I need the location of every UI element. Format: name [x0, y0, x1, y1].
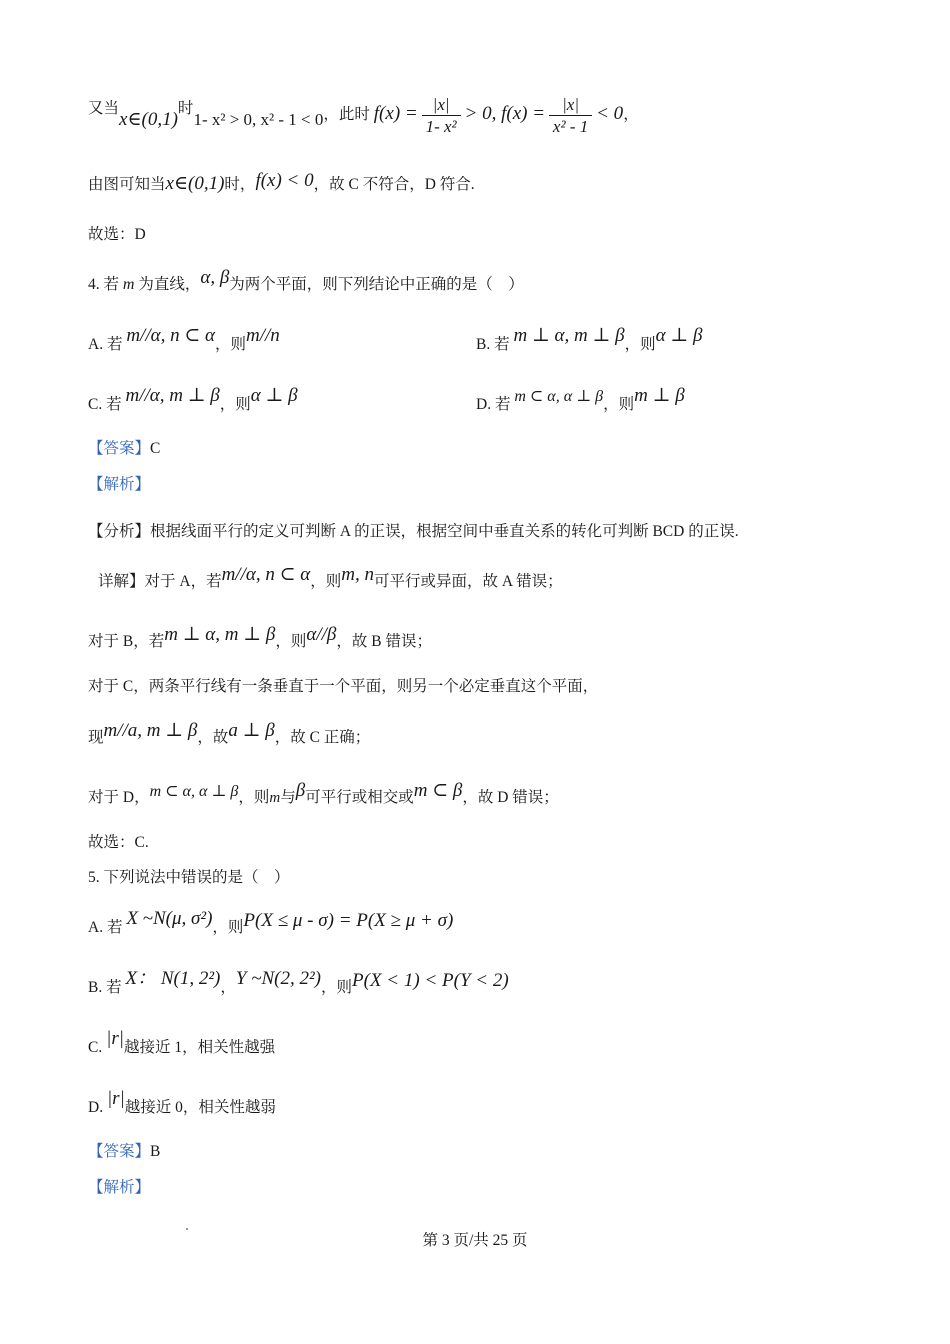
math: m//α, n ⊂ α: [221, 564, 311, 585]
math: Y ~N(2, 2²): [235, 968, 321, 989]
math: m, n: [341, 564, 374, 585]
fraction-2: $\frac{|x|}{\text{x² - 1}}$: [549, 96, 592, 135]
answer-5: 【答案】B: [88, 1143, 161, 1160]
detail-4b: 对于 B，若m ⊥ α, m ⊥ β，则α//β，故 B 错误；: [88, 624, 432, 650]
math: m ⊂ α, α ⊥ β: [149, 783, 239, 800]
math: m//α, m ⊥ β: [125, 385, 220, 406]
analysis-4: 【分析】根据线面平行的定义可判断 A 的正误，根据空间中垂直关系的转化可判断 BCD 的正误.: [88, 523, 739, 540]
option-4a: A. 若 m//α, n ⊂ α，则m//n: [88, 325, 280, 353]
math: f(x) =: [373, 103, 418, 125]
math: α//β: [306, 624, 337, 645]
text-line-3: 故选：D: [88, 226, 146, 243]
text-line-1: [88, 96, 639, 135]
math: a ⊥ β: [228, 720, 275, 741]
option-5d: D. |r|越接近 0，相关性越弱: [88, 1088, 276, 1116]
math: m ⊥ β: [634, 385, 685, 406]
math: m ⊥ α, m ⊥ β: [513, 325, 625, 346]
math: X： N(1, 2²): [125, 968, 221, 989]
math: P(X < 1) < P(Y < 2): [352, 970, 509, 991]
math: m//n: [246, 325, 280, 346]
option-4d: D. 若 m ⊂ α, α ⊥ β，则m ⊥ β: [476, 385, 685, 413]
math: f(x) < 0: [255, 170, 314, 191]
math: α ⊥ β: [250, 385, 298, 406]
math: |r|: [106, 1088, 125, 1109]
option-5b: B. 若 X： N(1, 2²)，Y ~N(2, 2²)，则P(X < 1) < P(Y < 2): [88, 968, 509, 996]
text: ，故 C 不符合，D 符合.: [313, 176, 475, 193]
text: ，此时: [323, 106, 370, 124]
math: > 0, f(x) =: [464, 103, 546, 125]
fraction-1: $\frac{|x|}{\text{1- x²}}$: [422, 96, 461, 135]
math: m ⊂ α, α ⊥ β: [514, 388, 604, 405]
text: 时: [177, 100, 194, 118]
math: m//a, m ⊥ β: [103, 720, 198, 741]
question-5: 5. 下列说法中错误的是（ ）: [88, 869, 290, 886]
math: x∈(0,1): [119, 109, 178, 131]
math: α, β: [200, 267, 230, 288]
text: 又当: [88, 100, 120, 118]
answer-4: 【答案】C: [88, 440, 161, 457]
math: X ~N(μ, σ²): [126, 908, 213, 929]
math: m ⊥ α, m ⊥ β: [164, 624, 276, 645]
math: 1- x² > 0, x² - 1 < 0: [193, 110, 324, 130]
math: β: [295, 780, 306, 801]
choose-4: 故选：C.: [88, 834, 149, 851]
detail-4c2: 现m//a, m ⊥ β，故a ⊥ β，故 C 正确；: [88, 720, 371, 746]
option-4c: C. 若 m//α, m ⊥ β，则α ⊥ β: [88, 385, 298, 413]
math: m ⊂ β: [413, 780, 463, 801]
text: 由图可知当: [88, 176, 166, 193]
math: m//α, n ⊂ α: [126, 325, 215, 346]
analysis-tag-4: 【解析】: [88, 476, 151, 493]
text-line-2: [88, 170, 475, 194]
text: 时，: [224, 176, 256, 193]
option-5a: A. 若 X ~N(μ, σ²)，则P(X ≤ μ - σ) = P(X ≥ μ + σ): [88, 908, 454, 936]
math: α ⊥ β: [655, 325, 703, 346]
detail-4c: 对于 C，两条平行线有一条垂直于一个平面，则另一个必定垂直这个平面，: [88, 678, 599, 695]
question-4: 4. 若 m 为直线，α, β为两个平面，则下列结论中正确的是（ ）: [88, 267, 524, 293]
analysis-tag-5: 【解析】: [88, 1179, 151, 1196]
math: m: [122, 276, 135, 293]
page-footer: 第 3 页/共 25 页: [422, 1232, 528, 1249]
detail-4a: 详解】对于 A，若m//α, n ⊂ α，则m, n可平行或异面，故 A 错误；: [98, 564, 563, 590]
text: ，: [623, 106, 639, 124]
math: x∈(0,1): [165, 173, 225, 194]
option-4b: B. 若 m ⊥ α, m ⊥ β，则α ⊥ β: [476, 325, 703, 353]
math: m: [269, 790, 281, 806]
math: < 0: [596, 103, 624, 125]
math: P(X ≤ μ - σ) = P(X ≥ μ + σ): [243, 910, 454, 931]
option-5c: C. |r|越接近 1，相关性越强: [88, 1028, 276, 1056]
detail-4d: 对于 D，m ⊂ α, α ⊥ β，则m与β可平行或相交或m ⊂ β，故 D 错误；: [88, 780, 559, 806]
math: |r|: [106, 1028, 124, 1049]
